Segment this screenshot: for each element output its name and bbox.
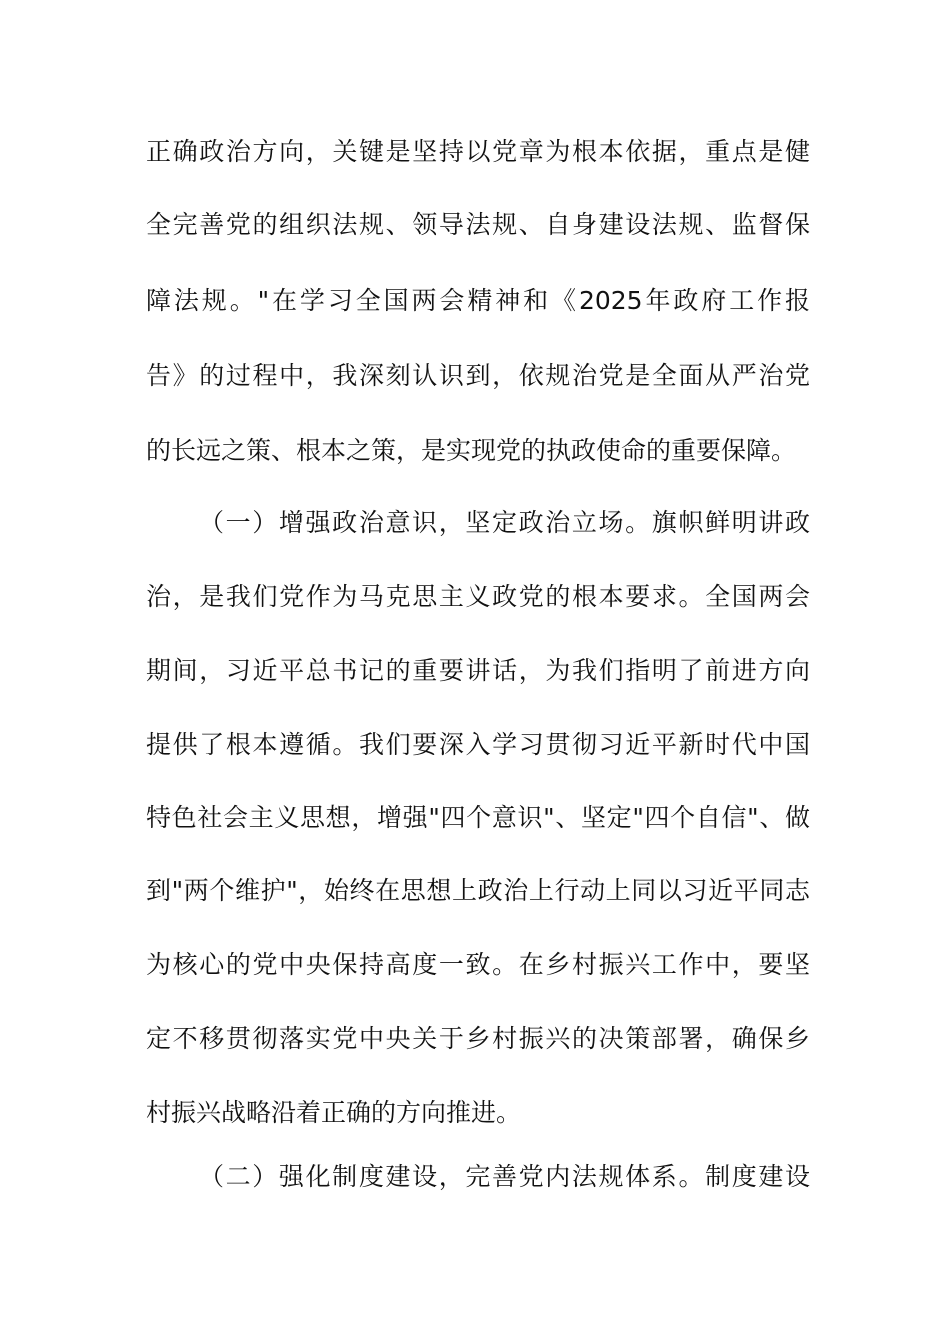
- text-line: 提供了根本遵循。我们要深入学习贯彻习近平新时代中国: [146, 730, 810, 759]
- text-line: 治，是我们党作为马克思主义政党的根本要求。全国两会: [146, 582, 810, 611]
- text-line: 告》的过程中，我深刻认识到，依规治党是全面从严治党: [146, 361, 810, 390]
- text-line: 特色社会主义思想，增强"四个意识"、坚定"四个自信"、做: [146, 803, 810, 832]
- text-line: 为核心的党中央保持高度一致。在乡村振兴工作中，要坚: [146, 950, 810, 979]
- text-line: 正确政治方向，关键是坚持以党章为根本依据，重点是健: [146, 137, 810, 166]
- text-line: 村振兴战略沿着正确的方向推进。: [146, 1098, 522, 1127]
- text-line: 到"两个维护"，始终在思想上政治上行动上同以习近平同志: [146, 876, 810, 905]
- text-line: 全完善党的组织法规、领导法规、自身建设法规、监督保: [146, 210, 810, 239]
- paragraph-heading-2: （二）强化制度建设，完善党内法规体系。制度建设: [199, 1162, 810, 1191]
- paragraph-heading-1: （一）增强政治意识，坚定政治立场。旗帜鲜明讲政: [199, 508, 810, 537]
- text-line: 期间，习近平总书记的重要讲话，为我们指明了前进方向: [146, 656, 810, 685]
- text-line: 障法规。"在学习全国两会精神和《2025年政府工作报: [146, 286, 810, 315]
- text-line: 定不移贯彻落实党中央关于乡村振兴的决策部署，确保乡: [146, 1024, 810, 1053]
- text-line: 的长远之策、根本之策，是实现党的执政使命的重要保障。: [146, 436, 797, 465]
